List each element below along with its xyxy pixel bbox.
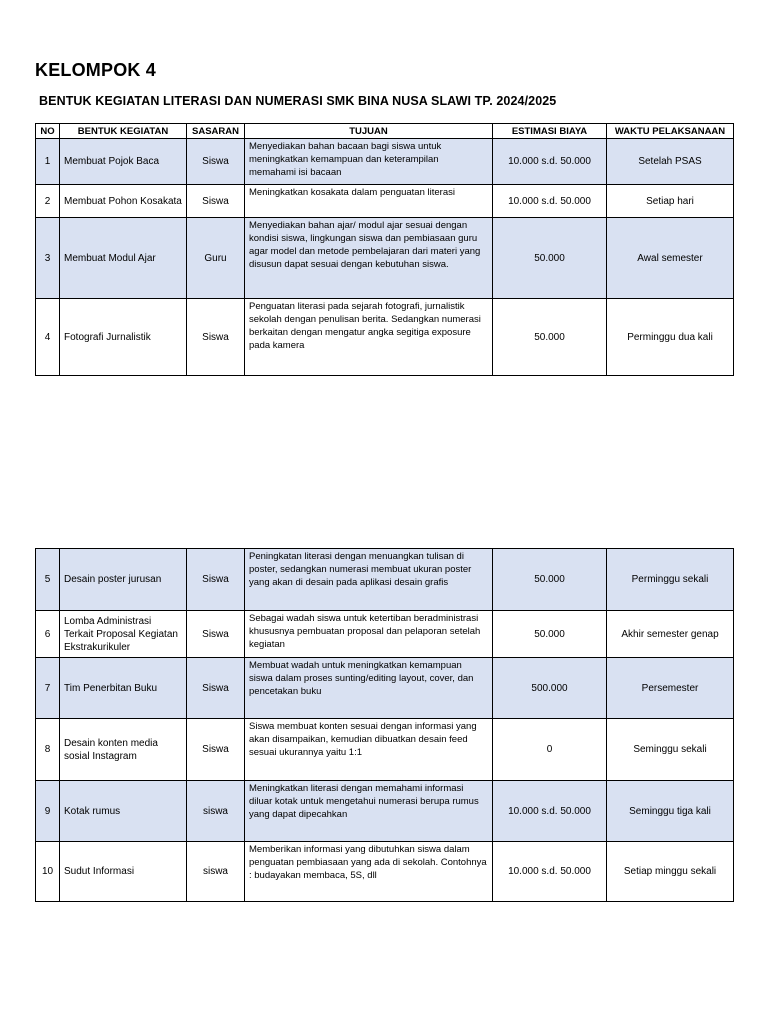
cell-biaya: 500.000	[493, 658, 607, 719]
cell-tujuan: Meningkatkan kosakata dalam penguatan literasi	[245, 185, 493, 218]
cell-biaya: 10.000 s.d. 50.000	[493, 185, 607, 218]
cell-tujuan: Menyediakan bahan ajar/ modul ajar sesuai dengan kondisi siswa, lingkungan siswa dan pembiasaan guru agar model dan metode pembelajaran dari materi yang disusun dapat sesuai dengan kebutuhan siswa.	[245, 218, 493, 299]
cell-sasaran: Siswa	[187, 719, 245, 781]
cell-kegiatan: Fotografi Jurnalistik	[60, 299, 187, 376]
cell-no: 5	[36, 549, 60, 611]
table-row	[36, 185, 734, 218]
cell-no: 9	[36, 781, 60, 842]
group-heading: KELOMPOK 4	[35, 60, 157, 80]
cell-kegiatan: Kotak rumus	[60, 781, 187, 842]
column-header-tujuan: TUJUAN	[245, 124, 493, 139]
table-row	[36, 611, 734, 658]
cell-biaya: 10.000 s.d. 50.000	[493, 842, 607, 902]
cell-biaya: 50.000	[493, 218, 607, 299]
cell-no: 1	[36, 139, 60, 185]
column-header-no: NO	[36, 124, 60, 139]
column-header-kegiatan: BENTUK KEGIATAN	[60, 124, 187, 139]
cell-kegiatan: Tim Penerbitan Buku	[60, 658, 187, 719]
table-header-row	[36, 124, 734, 139]
table-row	[36, 658, 734, 719]
cell-waktu: Setelah PSAS	[607, 139, 734, 185]
cell-no: 8	[36, 719, 60, 781]
cell-kegiatan: Desain poster jurusan	[60, 549, 187, 611]
cell-kegiatan: Sudut Informasi	[60, 842, 187, 902]
cell-waktu: Seminggu sekali	[607, 719, 734, 781]
cell-tujuan: Sebagai wadah siswa untuk ketertiban beradministrasi khususnya pembuatan proposal dan pelaporan setelah kegiatan	[245, 611, 493, 658]
cell-waktu: Perminggu sekali	[607, 549, 734, 611]
cell-tujuan: Peningkatan literasi dengan menuangkan tulisan di poster, sedangkan numerasi membuat ukuran poster yang akan di desain pada aplikasi desain grafis	[245, 549, 493, 611]
cell-biaya: 50.000	[493, 611, 607, 658]
cell-sasaran: Siswa	[187, 185, 245, 218]
cell-waktu: Perminggu dua kali	[607, 299, 734, 376]
column-header-sasaran: SASARAN	[187, 124, 245, 139]
table-row	[36, 218, 734, 299]
cell-kegiatan: Membuat Pohon Kosakata	[60, 185, 187, 218]
cell-sasaran: Siswa	[187, 658, 245, 719]
cell-sasaran: Siswa	[187, 139, 245, 185]
cell-tujuan: Meningkatkan literasi dengan memahami informasi diluar kotak untuk mengetahui numerasi berupa rumus yang dapat dipecahkan	[245, 781, 493, 842]
cell-waktu: Awal semester	[607, 218, 734, 299]
table-row	[36, 842, 734, 902]
cell-no: 4	[36, 299, 60, 376]
cell-no: 2	[36, 185, 60, 218]
cell-sasaran: siswa	[187, 781, 245, 842]
cell-sasaran: Siswa	[187, 611, 245, 658]
cell-no: 3	[36, 218, 60, 299]
cell-sasaran: Guru	[187, 218, 245, 299]
table-row	[36, 549, 734, 611]
document-title: BENTUK KEGIATAN LITERASI DAN NUMERASI SMK BINA NUSA SLAWI TP. 2024/2025	[39, 94, 557, 108]
cell-kegiatan: Membuat Modul Ajar	[60, 218, 187, 299]
cell-biaya: 10.000 s.d. 50.000	[493, 781, 607, 842]
cell-biaya: 50.000	[493, 549, 607, 611]
cell-waktu: Setiap minggu sekali	[607, 842, 734, 902]
cell-no: 10	[36, 842, 60, 902]
activity-table-part-2	[35, 548, 734, 902]
cell-waktu: Akhir semester genap	[607, 611, 734, 658]
cell-waktu: Setiap hari	[607, 185, 734, 218]
cell-waktu: Persemester	[607, 658, 734, 719]
cell-biaya: 50.000	[493, 299, 607, 376]
cell-sasaran: Siswa	[187, 299, 245, 376]
cell-sasaran: Siswa	[187, 549, 245, 611]
cell-tujuan: Penguatan literasi pada sejarah fotografi, jurnalistik sekolah dengan penulisan berita. Sedangkan numerasi berkaitan dengan mengatur angka segitiga exposure pada kamera	[245, 299, 493, 376]
table-row	[36, 781, 734, 842]
cell-no: 6	[36, 611, 60, 658]
table-row	[36, 299, 734, 376]
cell-no: 7	[36, 658, 60, 719]
column-header-waktu: WAKTU PELAKSANAAN	[607, 124, 734, 139]
cell-waktu: Seminggu tiga kali	[607, 781, 734, 842]
column-header-biaya: ESTIMASI BIAYA	[493, 124, 607, 139]
cell-kegiatan: Desain konten media sosial Instagram	[60, 719, 187, 781]
cell-tujuan: Membuat wadah untuk meningkatkan kemampuan siswa dalam proses sunting/editing layout, cover, dan pencetakan buku	[245, 658, 493, 719]
cell-sasaran: siswa	[187, 842, 245, 902]
cell-tujuan: Memberikan informasi yang dibutuhkan siswa dalam penguatan pembiasaan yang ada di sekolah. Contohnya : budayakan membaca, 5S, dll	[245, 842, 493, 902]
cell-biaya: 10.000 s.d. 50.000	[493, 139, 607, 185]
cell-tujuan: Siswa membuat konten sesuai dengan informasi yang akan disampaikan, kemudian dibuatkan desain feed sesuai ukurannya yaitu 1:1	[245, 719, 493, 781]
activity-table-part-1	[35, 123, 734, 376]
cell-biaya: 0	[493, 719, 607, 781]
cell-tujuan: Menyediakan bahan bacaan bagi siswa untuk meningkatkan kemampuan dan keterampilan memahami isi bacaan	[245, 139, 493, 185]
table-row	[36, 139, 734, 185]
table-row	[36, 719, 734, 781]
cell-kegiatan: Lomba Administrasi Terkait Proposal Kegiatan Ekstrakurikuler	[60, 611, 187, 658]
cell-kegiatan: Membuat Pojok Baca	[60, 139, 187, 185]
